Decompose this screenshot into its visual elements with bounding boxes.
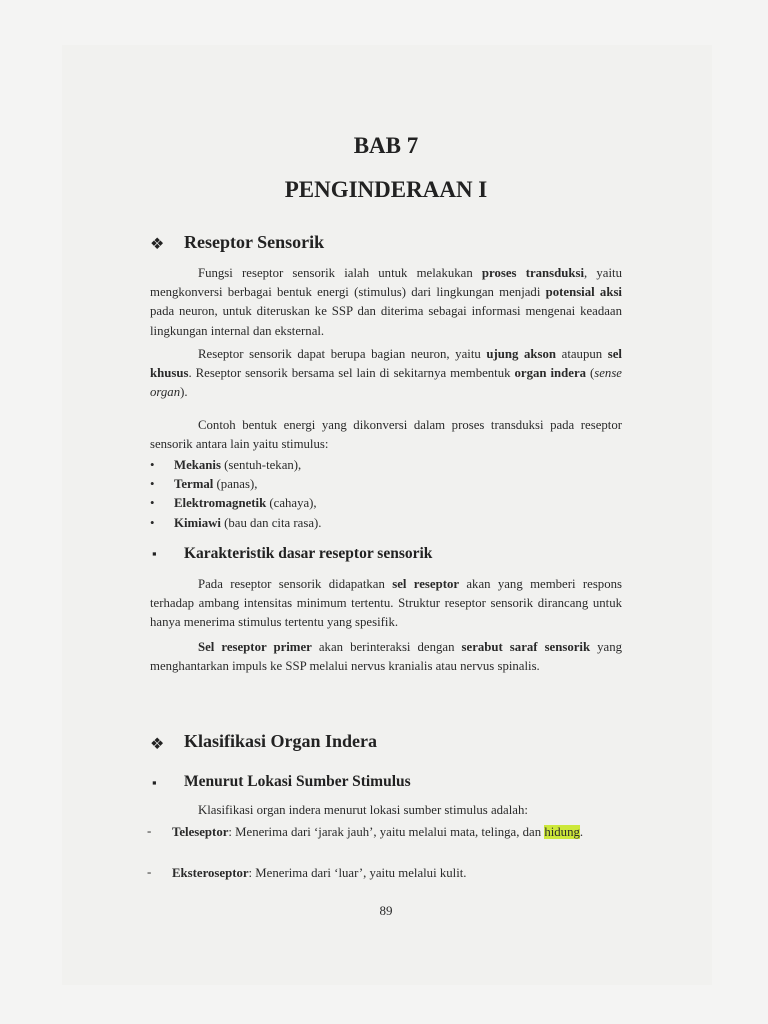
square-bullet-icon: ▪ — [152, 775, 157, 790]
paragraph-sel-reseptor-primer: Sel reseptor primer akan berinteraksi dengan serabut saraf sensorik yang menghantarkan impuls ke SSP melalui nervus kranialis atau nervus spinalis. — [150, 640, 623, 674]
diamond-bullet-icon: ❖ — [150, 236, 165, 253]
section-heading-reseptor: Reseptor Sensorik — [184, 232, 325, 252]
square-bullet-icon: ▪ — [152, 546, 157, 561]
list-item: • Mekanis (sentuh-tekan), — [150, 456, 622, 475]
bullet-dot-icon: • — [150, 477, 155, 492]
list-item: • Kimiawi (bau dan cita rasa). — [150, 514, 622, 533]
list-item: • Termal (panas), — [150, 475, 622, 494]
bullet-dot-icon: • — [150, 458, 155, 472]
paragraph-klasifikasi-intro: Klasifikasi organ indera menurut lokasi sumber stimulus adalah: — [198, 803, 528, 817]
chapter-number: BAB 7 — [353, 133, 419, 158]
diamond-bullet-icon: ❖ — [150, 736, 165, 753]
paragraph-bentuk-reseptor: Reseptor sensorik dapat berupa bagian neuron, yaitu ujung akson ataupun sel khusus. Reseptor sensorik bersama sel lain di sekitarnya membentuk organ indera (sense organ). — [150, 347, 622, 400]
paragraph-sel-reseptor: Pada reseptor sensorik didapatkan sel reseptor akan yang memberi respons terhadap ambang intensitas minimum tertentu. Struktur reseptor sensorik dirancang untuk hanya menerima stimulus tertentu yang spesifik. — [150, 577, 622, 630]
subsection-heading-lokasi: Menurut Lokasi Sumber Stimulus — [184, 773, 411, 790]
bullet-dot-icon: • — [150, 515, 155, 530]
subsection-heading-karakteristik: Karakteristik dasar reseptor sensorik — [184, 545, 433, 562]
list-item: • Elektromagnetik (cahaya), — [150, 494, 622, 513]
dash-bullet-icon: - — [147, 823, 152, 838]
paragraph-fungsi: Fungsi reseptor sensorik ialah untuk melakukan proses transduksi, yaitu mengkonversi berbagai bentuk energi (stimulus) dari lingkungan menjadi potensial aksi pada neuron, untuk diteruskan ke SSP dan diterima sebagai informasi mengenai keadaan lingkungan internal dan eksternal. — [150, 266, 622, 338]
stimulus-list — [150, 456, 622, 533]
section-heading-klasifikasi: Klasifikasi Organ Indera — [184, 731, 378, 751]
page-number: 89 — [379, 903, 393, 918]
paragraph-contoh-energi: Contoh bentuk energi yang dikonversi dalam proses transduksi pada reseptor sensorik antara lain yaitu stimulus: — [150, 418, 622, 452]
chapter-title: PENGINDERAAN I — [284, 177, 488, 202]
list-item-teleseptor: - Teleseptor: Menerima dari ‘jarak jauh’, yaitu melalui mata, telinga, dan hidung. — [147, 823, 584, 839]
dash-bullet-icon: - — [147, 864, 152, 879]
bullet-dot-icon: • — [150, 496, 155, 511]
highlighted-text: hidung — [544, 825, 580, 839]
list-item-eksteroseptor: - Eksteroseptor: Menerima dari ‘luar’, yaitu melalui kulit. — [147, 864, 467, 880]
